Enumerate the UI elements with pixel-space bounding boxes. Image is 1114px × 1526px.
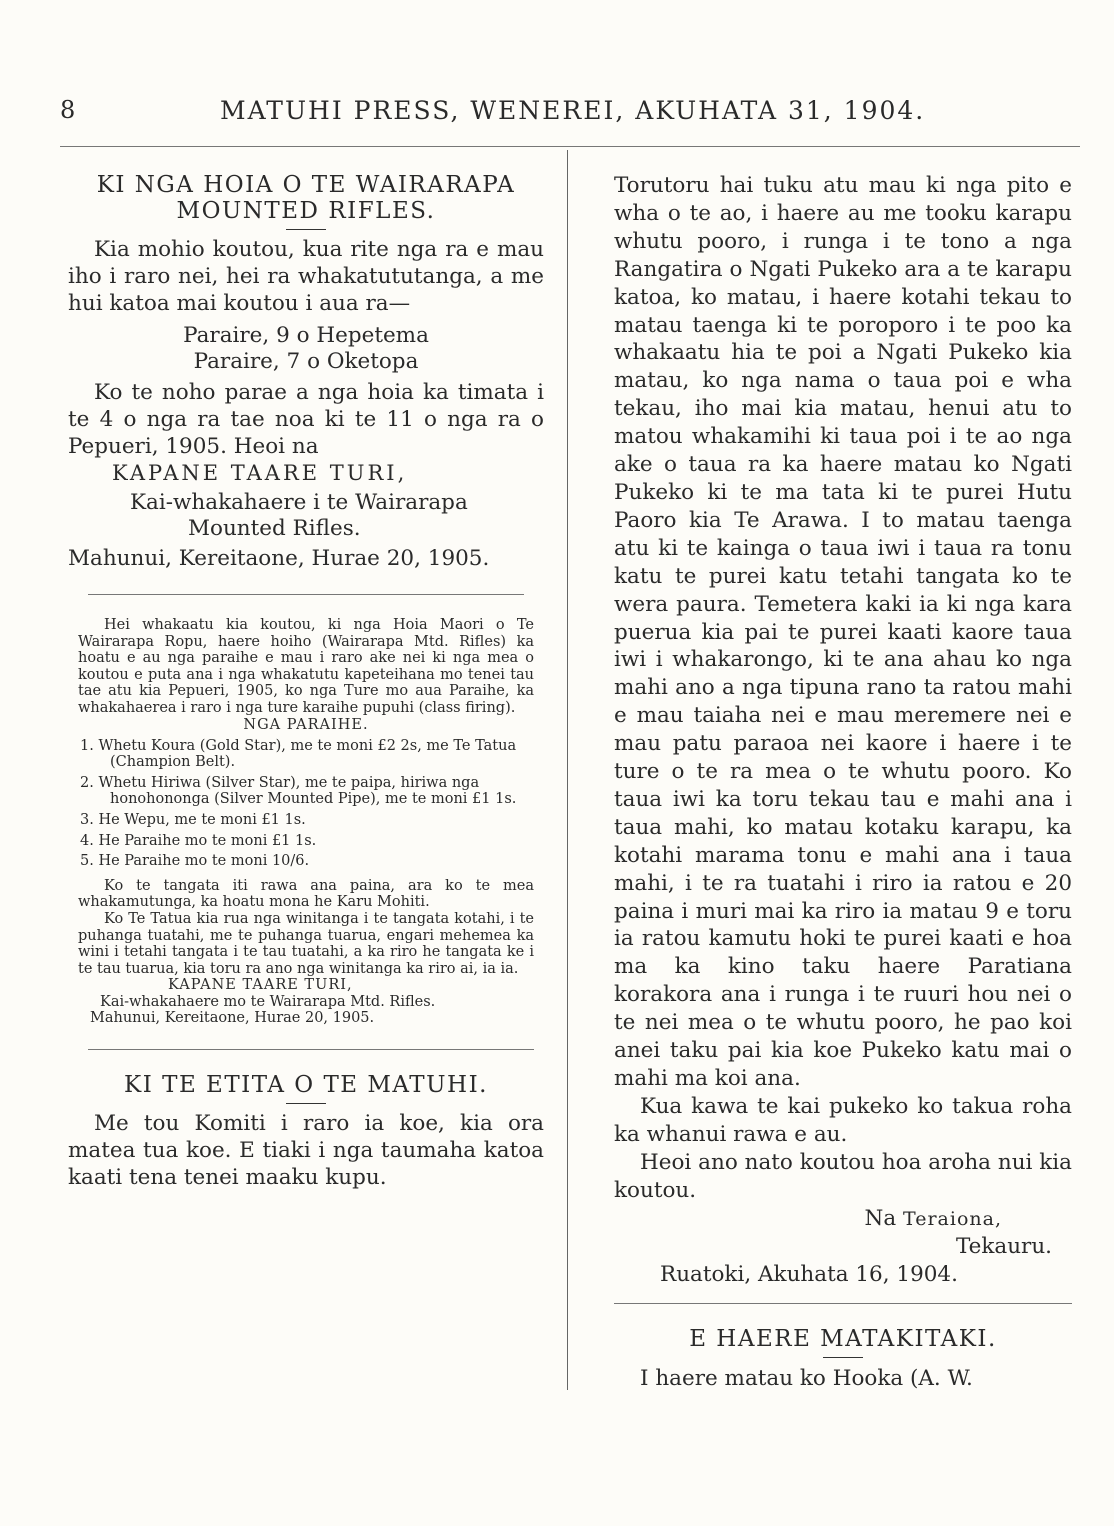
left-column xyxy=(68,172,544,1191)
article3-title: E HAERE MATAKITAKI. xyxy=(689,1325,997,1352)
notice-heading: NGA PARAIHE. xyxy=(243,716,369,733)
header-rule xyxy=(60,146,1080,147)
masthead: MATUHI PRESS, WENEREI, AKUHATA 31, 1904. xyxy=(220,96,926,125)
article1-date2: Paraire, 7 o Oketopa xyxy=(193,349,419,374)
prize-item: 4. He Paraihe mo te moni £1 1s. xyxy=(80,832,317,849)
article2-continued-para2: Kua kawa te kai pukeko ko takua roha ka whanui rawa e au. xyxy=(614,1093,1072,1147)
article1-title xyxy=(68,172,544,224)
article1-para2: Ko te noho parae a nga hoia ka timata i te 4 o nga ra tae noa ki te 11 o nga ra o Pepueri, 1905. Heoi na xyxy=(68,380,544,459)
article1-signature-role2: Mounted Rifles. xyxy=(188,516,361,541)
signature-name: Teraiona, xyxy=(903,1207,1002,1230)
title-dash xyxy=(286,1103,326,1104)
article2-signature-place: Tekauru. xyxy=(955,1233,1052,1259)
notice-signature-place: Mahunui, Kereitaone, Hurae 20, 1905. xyxy=(90,1010,375,1027)
signature-prefix: Na xyxy=(864,1205,897,1231)
article1-para1: Kia mohio koutou, kua rite nga ra e mau iho i raro nei, hei ra whakatututanga, a me hui katoa mai koutou i aua ra— xyxy=(68,237,544,316)
article2-continued-para1: Torutoru hai tuku atu mau ki nga pito e wha o te ao, i haere au me tooku karapu whutu pooro, i runga i te tono a nga Rangatira o Ngati Pukeko ara a te karapu katoa, ko matau, i haere kotahi tekau to matau taenga ki te poroporo i te poo ka whakaatu hia te poi a Ngati Pukeko kia matau, ko nga nama o taua poi e wha tekau, iho mai kia matau, henui atu to matou whakamihi ki taua poi i te ao nga ake o taua ra ka haere matau ko Ngati Pukeko ki te ma tata ki te purei Hutu Paoro kia Te Arawa. I to matau taenga atu ki te kainga o taua iwi i taua ra tonu katu te purei katu tetahi tangata ko te wera paura. Temetera kaki ia ki nga kara puerua kia pai te purei kaati kaore taua iwi i whakarongo, ki te ana ahau ko nga mahi ano a nga tipuna rano ta ratou mahi e mau taiaha nei e mau meremere nei e mau patu paraoa nei kaore i haere i te ture o te ra mea o te whutu pooro. Ko taua iwi ka toru tekau tau e mahi ana i taua mahi, ko matau kotaku karapu, ka kotahi marama tonu e mahi ana i taua mahi, i te ra tuatahi i riro ia ratou e 20 paina i muri mai ka riro ia matau 9 e toru ia ratou kamutu hoki te purei kaati e hoa ma ka kino taku haere Paratiana korakora ana i runga i te ruuri hou nei o te nei mea o te whutu pooro, he pao koi anei taku pai kia koe Pukeko katu mai o mahi ma koi ana. xyxy=(614,173,1072,1091)
article3-para1: I haere matau ko Hooka (A. W. xyxy=(640,1365,973,1391)
article2-title: KI TE ETITA O TE MATUHI. xyxy=(124,1072,488,1099)
article1-signature-role: Kai-whakahaere i te Wairarapa xyxy=(130,490,468,515)
prize-list xyxy=(68,738,544,870)
article1-signature-place: Mahunui, Kereitaone, Hurae 20, 1905. xyxy=(68,546,490,571)
section-rule xyxy=(614,1303,1072,1304)
prize-item: 1. Whetu Koura (Gold Star), me te moni £2 2s, me Te Tatua (Champion Belt). xyxy=(80,737,517,771)
notice-signature-role: Kai-whakahaere mo te Wairarapa Mtd. Rifles. xyxy=(100,993,436,1010)
article1-signature-name: KAPANE TAARE TURI, xyxy=(112,461,408,485)
article1-title-line1: KI NGA HOIA O TE WAIRARAPA xyxy=(96,172,516,198)
prize-item: 3. He Wepu, me te moni £1 1s. xyxy=(80,811,306,828)
page-number: 8 xyxy=(60,96,76,124)
title-dash xyxy=(823,1357,863,1358)
article1-title-line2: MOUNTED RIFLES. xyxy=(176,198,436,224)
section-rule xyxy=(88,1049,534,1050)
column-divider xyxy=(567,150,568,1390)
article2-para1: Me tou Komiti i raro ia koe, kia ora matea tua koe. E tiaki i nga taumaha katoa kaati tena tenei maaku kupu. xyxy=(68,1111,544,1191)
article2-signature xyxy=(614,1205,1072,1233)
prize-item: 2. Whetu Hiriwa (Silver Star), me te paipa, hiriwa nga honohononga (Silver Mounted Pipe), me te moni £1 1s. xyxy=(80,774,517,808)
article2-signature-date: Ruatoki, Akuhata 16, 1904. xyxy=(660,1261,958,1287)
title-dash xyxy=(286,229,326,230)
prize-item: 5. He Paraihe mo te moni 10/6. xyxy=(80,853,310,870)
page-header xyxy=(60,96,1060,136)
notice-intro: Hei whakaatu kia koutou, ki nga Hoia Maori o Te Wairarapa Ropu, haere hoiho (Wairarapa Mtd. Rifles) ka hoatu e au nga paraihe e mau i raro ake nei ki nga mea o koutou e puta ana i nga whakatutu kapeteihana mo tenei tau tae atu kia Pepueri, 1905, ko nga Ture mo aua Paraihe, ka whakahaerea i raro i nga ture karaihe pupuhi (class firing). xyxy=(78,617,534,716)
notice-para2: Ko Te Tatua kia rua nga winitanga i te tangata kotahi, i te puhanga tuatahi, me te puhanga tuarua, engari mehemea ka wini i tetahi tangata i te tau tuatahi, a ka riro he tangata ke i te tau tuarua, kia toru ra ano nga winitanga ka riro ai, ia ia. xyxy=(78,910,534,977)
article1-date1: Paraire, 9 o Hepetema xyxy=(183,323,429,348)
article2-continued-para3: Heoi ano nato koutou hoa aroha nui kia koutou. xyxy=(614,1149,1072,1203)
section-rule xyxy=(88,594,524,595)
notice-signature-name: KAPANE TAARE TURI, xyxy=(168,977,353,994)
right-column xyxy=(614,172,1072,1394)
notice-para1: Ko te tangata iti rawa ana paina, ara ko te mea whakamutunga, ka hoatu mona he Karu Mohiti. xyxy=(78,877,534,911)
